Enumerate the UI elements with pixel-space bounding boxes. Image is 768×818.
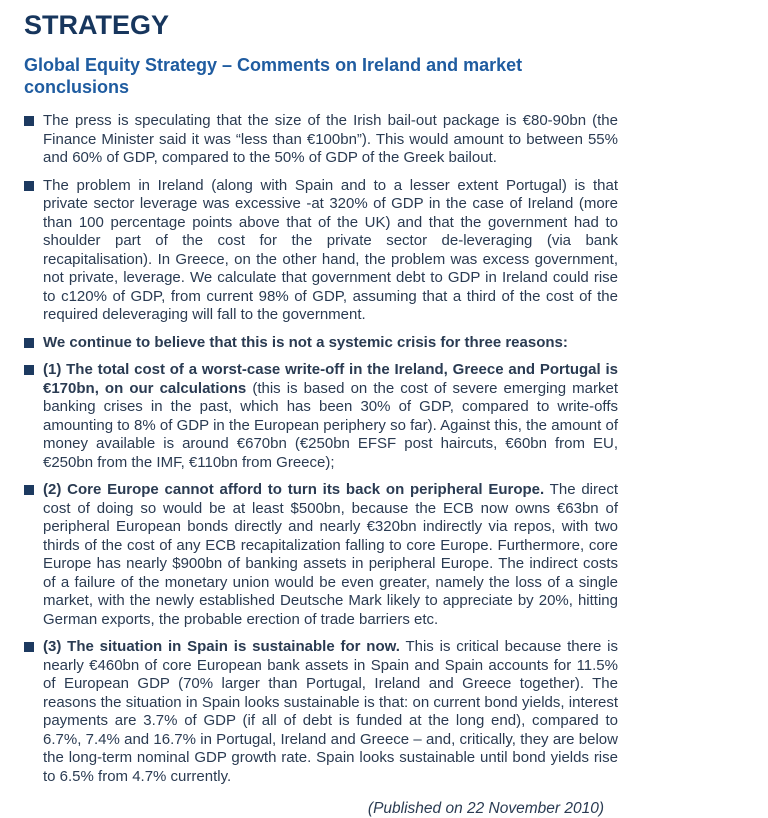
page-title: STRATEGY bbox=[24, 10, 170, 40]
bullet-item bbox=[24, 638, 768, 786]
bullet-bold-text: (3) The situation in Spain is sustainable for now. bbox=[43, 638, 400, 655]
bullet-square-icon bbox=[24, 181, 34, 191]
bullet-item bbox=[24, 361, 768, 472]
bullet-body-text: (this is based on the cost of severe emerging market banking crises in the past, which has been 30% of GDP, compared to write-offs amounting to 8% of GDP in the European periphery so far). Against this, the amount of money available is around €670bn (€250bn EFSF post haircuts, €60bn from EU, €250bn from the IMF, €110bn from Greece); bbox=[43, 379, 618, 471]
bullet-body-text: This is critical because there is nearly €460bn of core European bank assets in Spain and Spain accounts for 11.5% of European GDP (70% larger than Portugal, Ireland and Greece together). The reasons the situation in Spain looks sustainable is that: on current bond yields, interest payments are 3.7% of GDP (if all of debt is funded at the long end), compared to 6.7%, 7.4% and 16.7% in Portugal, Ireland and Greece – and, critically, they are below the long-term nominal GDP growth rate. Spain looks sustainable until bond yields rise to 6.5% from 4.7% currently. bbox=[43, 638, 618, 785]
bullet-bold-text: (2) Core Europe cannot afford to turn its back on peripheral Europe. bbox=[43, 481, 545, 498]
bullet-paragraph bbox=[43, 334, 618, 353]
bullet-item bbox=[24, 177, 768, 325]
bullet-bold-text: (1) The total cost of a worst-case write-off in the Ireland, Greece and Portugal is €170bn, on our calculations bbox=[43, 361, 618, 397]
bullet-body-text: The direct cost of doing so would be at least $500bn, because the ECB now owns €63bn of peripheral European bonds directly and nearly €320bn indirectly via repos, with two thirds of the cost of any ECB recapitalization falling to core Europe. Furthermore, core Europe has nearly $900bn of banking assets in peripheral Europe. The indirect costs of a failure of the monetary union would be even greater, namely the loss of a single market, with the newly established Deutsche Mark likely to appreciate by 20%, hitting German exports, the probable erection of trade barriers etc. bbox=[43, 481, 618, 628]
bullet-square-icon bbox=[24, 338, 34, 348]
bullet-bold-text: We continue to believe that this is not a systemic crisis for three reasons: bbox=[43, 333, 568, 351]
bullet-item bbox=[24, 334, 768, 353]
bullet-item bbox=[24, 112, 768, 168]
bullet-item bbox=[24, 481, 768, 629]
bullet-square-icon bbox=[24, 485, 34, 495]
section-subtitle: Global Equity Strategy – Comments on Ireland and market conclusions bbox=[24, 55, 523, 97]
bullet-paragraph bbox=[43, 177, 618, 325]
bullet-square-icon bbox=[24, 365, 34, 375]
bullet-body-text: The problem in Ireland (along with Spain and to a lesser extent Portugal) is that private sector leverage was excessive -at 320% of GDP in the case of Ireland (more than 100 percentage points above that of the UK) and that the government had to shoulder part of the cost for the private sector de-leveraging (via bank recapitalisation). In Greece, on the other hand, the problem was excess government, not private, leverage. We calculate that government debt to GDP in Ireland could rise to c120% of GDP, from current 98% of GDP, assuming that a third of the cost of the required deleveraging will fall to the government. bbox=[43, 176, 618, 323]
bullet-paragraph bbox=[43, 361, 618, 472]
bullet-body-text: The press is speculating that the size of the Irish bail-out package is €80-90bn (the Finance Minister said it was “less than €100bn”). This would amount to between 55% and 60% of GDP, compared to the 50% of GDP of the Greek bailout. bbox=[43, 112, 618, 166]
bullet-paragraph bbox=[43, 112, 618, 168]
bullet-paragraph bbox=[43, 481, 618, 629]
published-date-line: (Published on 22 November 2010) bbox=[367, 800, 604, 817]
bullet-square-icon bbox=[24, 116, 34, 126]
bullet-paragraph bbox=[43, 638, 618, 786]
bullet-square-icon bbox=[24, 642, 34, 652]
